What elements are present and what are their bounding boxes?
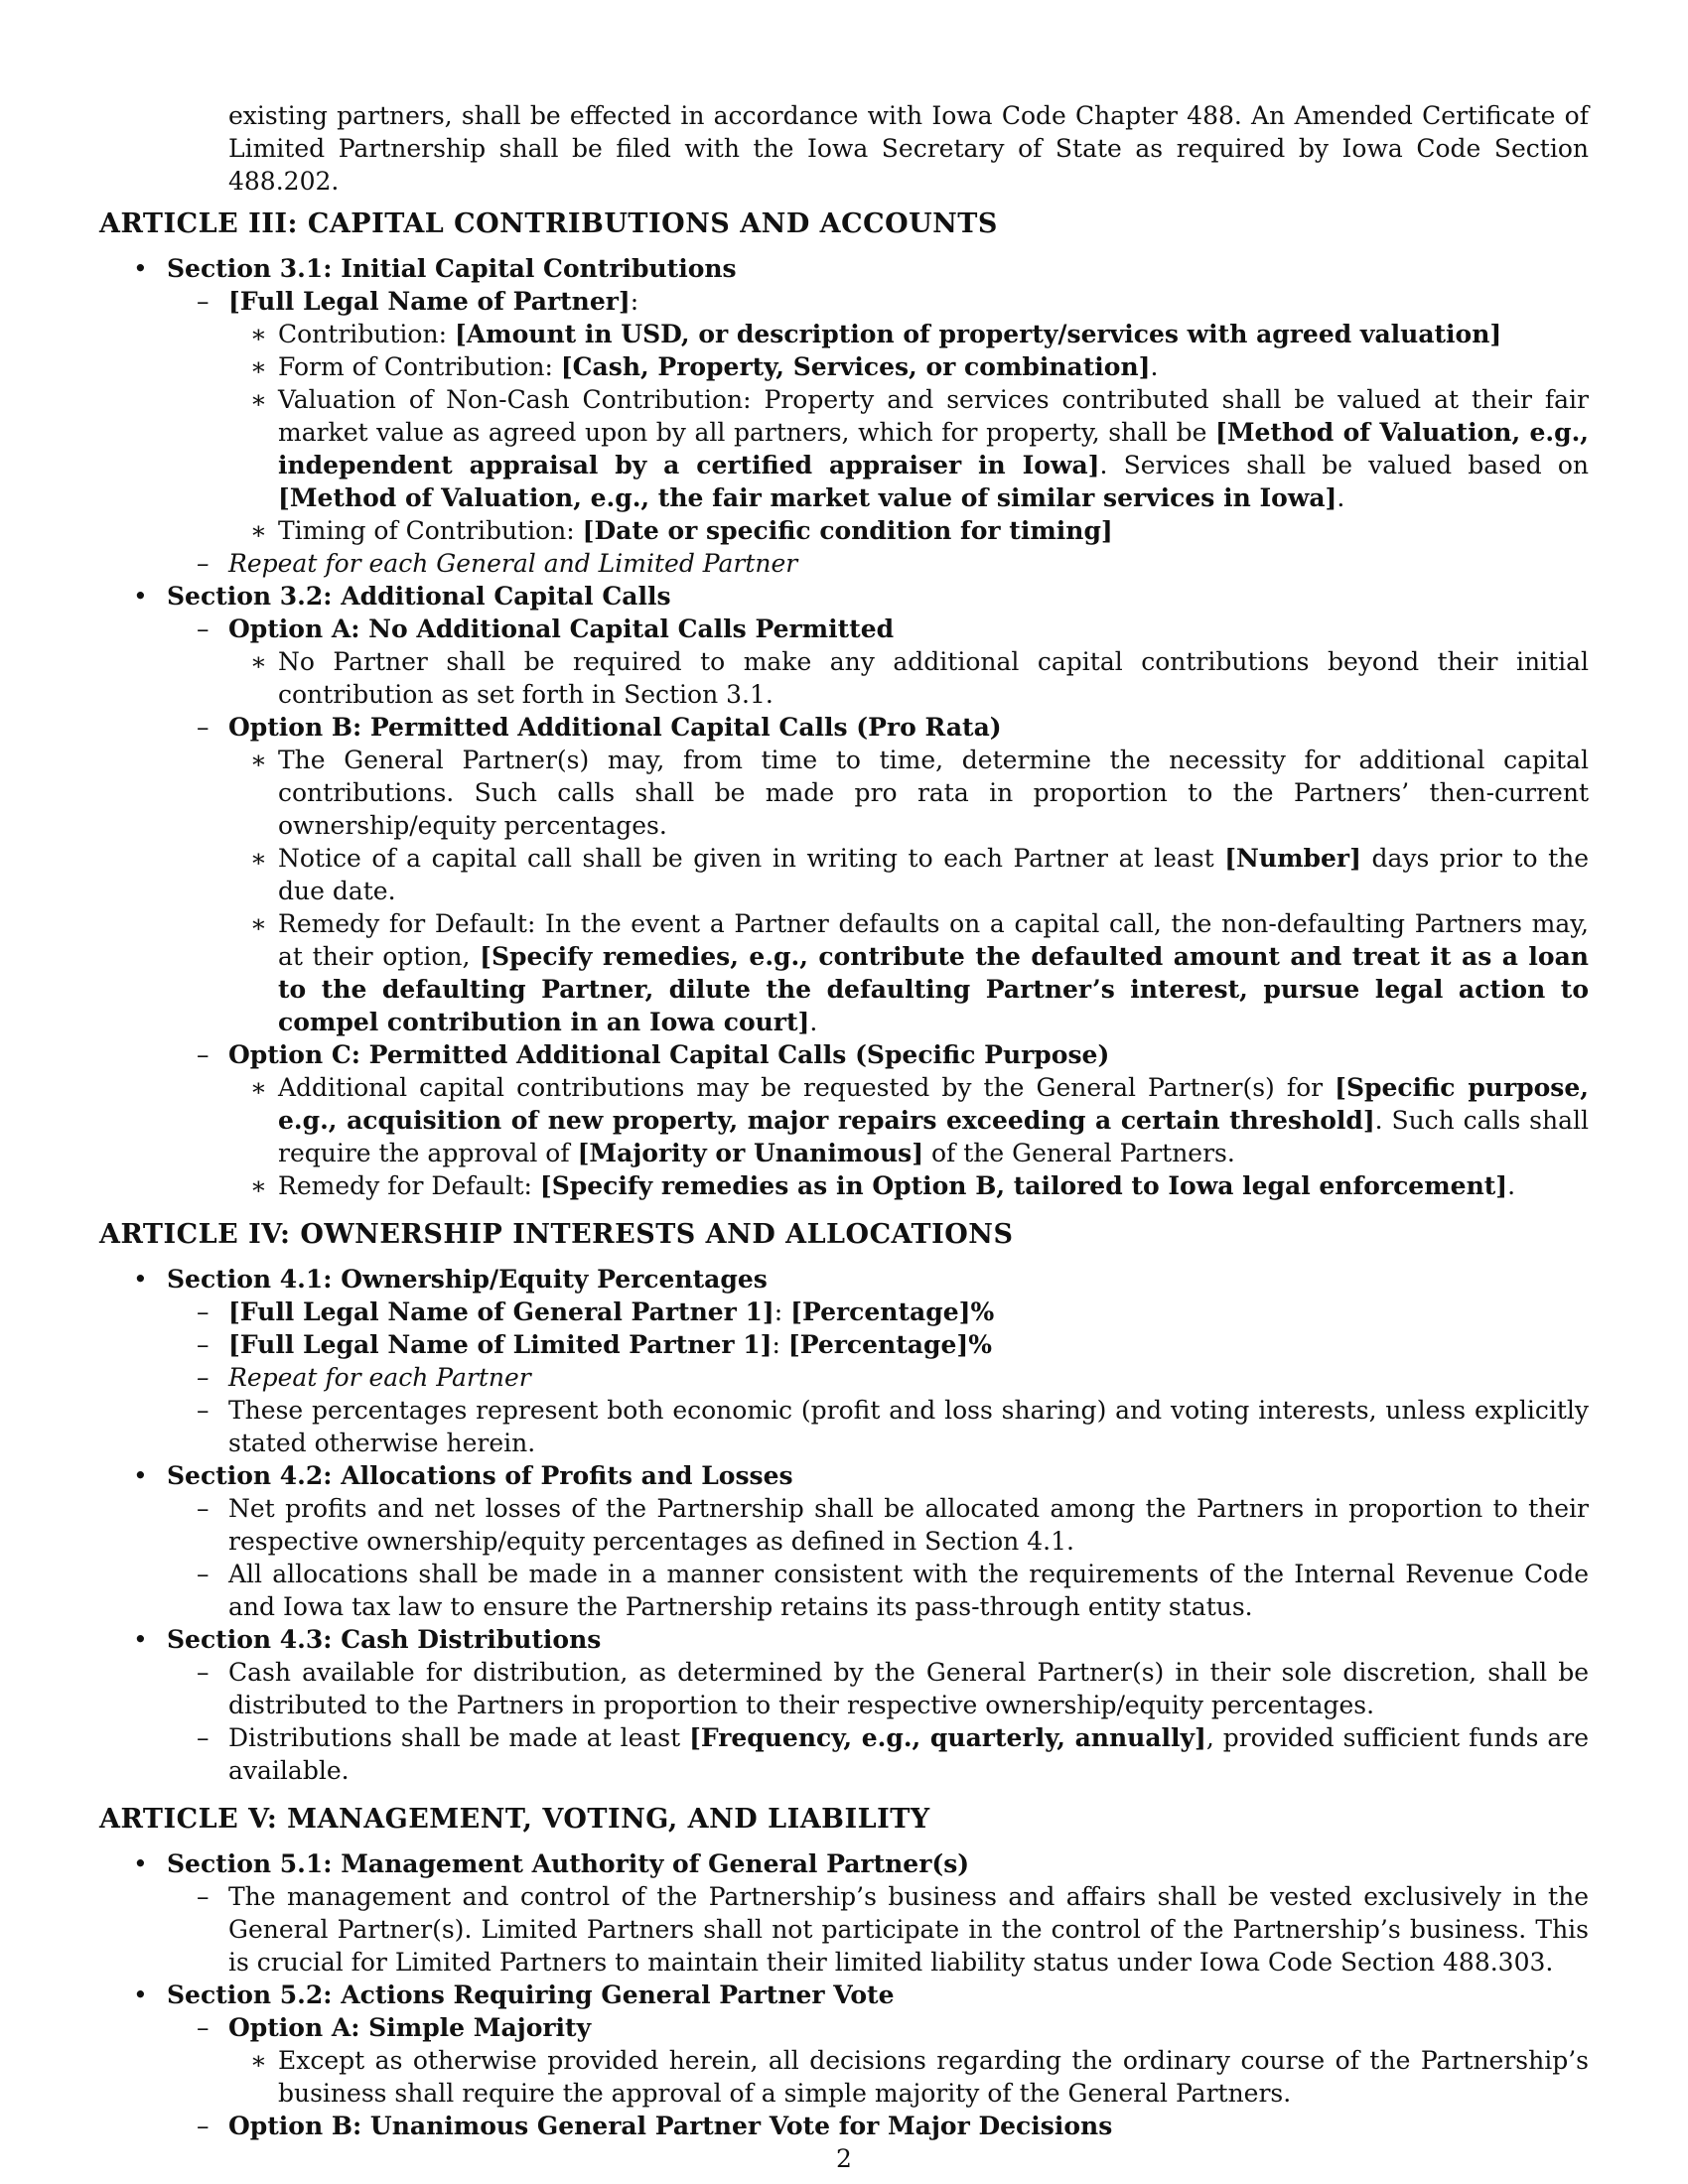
page-number: 2	[836, 2144, 852, 2173]
section-3-2-options	[167, 613, 1589, 1202]
section-4-2-p1: – Net profits and net losses of the Partnership shall be allocated among the Partners in proportion to their respective ownership/equity percentages as defined in Section 4.1.	[167, 1492, 1589, 1558]
section-4-3-p2	[167, 1721, 1589, 1787]
section-4-3-title: Section 4.3: Cash Distributions	[167, 1625, 602, 1654]
section-5-1-p1: – The management and control of the Partnership’s business and affairs shall be vested exclusively in the General Partner(s). Limited Partners shall not participate in the control of the Partnership’s business. This is crucial for Limited Partners to maintain their limited liability status under Iowa Code Section 488.303.	[167, 1880, 1589, 1979]
option-title: Option B: Permitted Additional Capital Calls (Pro Rata)	[228, 713, 1002, 742]
gp1-percentage	[167, 1296, 1589, 1328]
timing-item	[228, 514, 1589, 547]
document-page	[99, 99, 1589, 2142]
option-a-items	[228, 2044, 1589, 2110]
option-title: Option B: Unanimous General Partner Vote for Major Decisions	[228, 2112, 1113, 2140]
section-4-1-items	[167, 1296, 1589, 1459]
placeholder: [Date or specific condition for timing]	[582, 516, 1113, 545]
placeholder: [Percentage]%	[790, 1297, 995, 1326]
section-4-3-items	[167, 1656, 1589, 1787]
placeholder: [Amount in USD, or description of property/services with agreed valuation]	[454, 320, 1502, 348]
text: Valuation of Non-Cash Contribution: Property and services contributed shall be valued at their fair market value as agreed upon by all partners, which for property, shall be	[278, 385, 1589, 447]
placeholder: [Number]	[1224, 844, 1361, 873]
section-4-3-p1: – Cash available for distribution, as determined by the General Partner(s) in their sole discretion, shall be distributed to the Partners in proportion to their respective ownership/equity percentages.	[167, 1656, 1589, 1721]
placeholder: [Method of Valuation, e.g., independent appraisal by a certified appraiser in Iowa]	[278, 418, 1589, 479]
option-a-items	[228, 645, 1589, 711]
form-item	[228, 350, 1589, 383]
section-5-2-options	[167, 2011, 1589, 2142]
continued-paragraph: existing partners, shall be effected in accordance with Iowa Code Chapter 488. An Amended Certificate of Limited Partnership shall be filed with the Iowa Secretary of State as required by Iowa Code Section 488.202.	[228, 101, 1589, 196]
placeholder: [Specify remedies, e.g., contribute the defaulted amount and treat it as a loan to the defaulting Partner, dilute the defaulting Partner’s interest, pursue legal action to compel contribution in an Iowa court]	[278, 942, 1589, 1036]
section-4-1	[99, 1263, 1589, 1459]
placeholder: [Full Legal Name of General Partner 1]	[228, 1297, 774, 1326]
section-4-2-p2: – All allocations shall be made in a manner consistent with the requirements of the Internal Revenue Code and Iowa tax law to ensure the Partnership retains its pass-through entity status.	[167, 1558, 1589, 1623]
section-5-2-title: Section 5.2: Actions Requiring General Partner Vote	[167, 1980, 895, 2009]
article-3-heading: ARTICLE III: CAPITAL CONTRIBUTIONS AND ACCOUNTS	[99, 208, 998, 239]
placeholder: [Method of Valuation, e.g., the fair market value of similar services in Iowa]	[278, 483, 1337, 512]
placeholder: [Percentage]%	[787, 1330, 992, 1359]
text: Distributions shall be made at least	[228, 1723, 690, 1752]
text: Additional capital contributions may be requested by the General Partner(s) for	[278, 1073, 1336, 1102]
valuation-item	[228, 383, 1589, 514]
punct: .	[1150, 352, 1159, 381]
article-5-list	[99, 1847, 1589, 2142]
placeholder: [Frequency, e.g., quarterly, annually]	[689, 1723, 1206, 1752]
label: Contribution:	[278, 320, 455, 348]
option-c	[167, 1038, 1589, 1202]
text: . Services shall be valued based on	[1099, 451, 1589, 479]
option-a	[167, 613, 1589, 711]
partner-details	[228, 318, 1589, 547]
placeholder: [Full Legal Name of Limited Partner 1]	[228, 1330, 773, 1359]
section-3-2-title: Section 3.2: Additional Capital Calls	[167, 582, 671, 611]
option-title: Option C: Permitted Additional Capital Calls (Specific Purpose)	[228, 1040, 1110, 1069]
option-a-text: ∗ No Partner shall be required to make any additional capital contributions beyond their initial contribution as set forth in Section 3.1.	[228, 645, 1589, 711]
option-b	[167, 2110, 1589, 2142]
placeholder: [Cash, Property, Services, or combination]	[560, 352, 1151, 381]
section-4-2	[99, 1459, 1589, 1623]
punct: .	[1507, 1171, 1516, 1200]
option-c-items	[228, 1071, 1589, 1202]
repeat-note: – Repeat for each General and Limited Partner	[167, 547, 1589, 580]
text: Remedy for Default: In the event a Partner defaults on a capital call, the non-defaulting Partners may, at their option,	[278, 909, 1589, 971]
placeholder: [Majority or Unanimous]	[577, 1139, 924, 1167]
option-a	[167, 2011, 1589, 2110]
text: days prior to the due date.	[278, 844, 1590, 905]
section-4-2-title: Section 4.2: Allocations of Profits and Losses	[167, 1461, 793, 1490]
punct: .	[809, 1008, 818, 1036]
section-5-1-title: Section 5.1: Management Authority of General Partner(s)	[167, 1849, 970, 1878]
section-4-2-items	[167, 1492, 1589, 1623]
text: . Such calls shall require the approval of	[278, 1106, 1589, 1167]
percentage-note: – These percentages represent both economic (profit and loss sharing) and voting interests, unless explicitly stated otherwise herein.	[167, 1394, 1589, 1459]
text: Notice of a capital call shall be given in writing to each Partner at least	[278, 844, 1225, 873]
option-b	[167, 711, 1589, 1038]
placeholder: [Specific purpose, e.g., acquisition of new property, major repairs exceeding a certain threshold]	[278, 1073, 1589, 1135]
article-5-heading: ARTICLE V: MANAGEMENT, VOTING, AND LIABILITY	[99, 1804, 930, 1835]
section-4-3	[99, 1623, 1589, 1787]
contribution-item	[228, 318, 1589, 350]
article-3-list	[99, 252, 1589, 1202]
section-5-1	[99, 1847, 1589, 1979]
punct: .	[1336, 483, 1345, 512]
option-title: Option A: No Additional Capital Calls Permitted	[228, 614, 895, 643]
article-4-list	[99, 1263, 1589, 1787]
repeat-note: – Repeat for each Partner	[167, 1361, 1589, 1394]
section-3-2	[99, 580, 1589, 1202]
partner-entry	[167, 285, 1589, 547]
option-b-items	[228, 744, 1589, 1038]
option-title: Option A: Simple Majority	[228, 2013, 592, 2042]
section-3-1-items	[167, 285, 1589, 580]
option-c-p2	[228, 1169, 1589, 1202]
punct: :	[774, 1297, 791, 1326]
article-4-heading: ARTICLE IV: OWNERSHIP INTERESTS AND ALLOCATIONS	[99, 1219, 1014, 1250]
option-b-p2	[228, 842, 1589, 907]
option-b-p3	[228, 907, 1589, 1038]
placeholder: [Specify remedies as in Option B, tailored to Iowa legal enforcement]	[539, 1171, 1508, 1200]
section-5-2	[99, 1979, 1589, 2142]
label: Form of Contribution:	[278, 352, 561, 381]
label: Timing of Contribution:	[278, 516, 583, 545]
section-5-1-items	[167, 1880, 1589, 1979]
section-3-1	[99, 252, 1589, 580]
option-a-text: ∗ Except as otherwise provided herein, all decisions regarding the ordinary course of the Partnership’s business shall require the approval of a simple majority of the General Partners.	[228, 2044, 1589, 2110]
punct: :	[772, 1330, 788, 1359]
partner-name-placeholder: [Full Legal Name of Partner]	[228, 287, 631, 316]
section-4-1-title: Section 4.1: Ownership/Equity Percentages	[167, 1265, 768, 1294]
punct: :	[630, 287, 639, 316]
lp1-percentage	[167, 1328, 1589, 1361]
text: , provided sufficient funds are available.	[228, 1723, 1589, 1785]
text: of the General Partners.	[923, 1139, 1235, 1167]
section-3-1-title: Section 3.1: Initial Capital Contributions	[167, 254, 737, 283]
option-b-p1: ∗ The General Partner(s) may, from time to time, determine the necessity for additional capital contributions. Such calls shall be made pro rata in proportion to the Partners’ then-current ownership/equity percentages.	[228, 744, 1589, 842]
option-c-p1	[228, 1071, 1589, 1169]
text: Remedy for Default:	[278, 1171, 540, 1200]
